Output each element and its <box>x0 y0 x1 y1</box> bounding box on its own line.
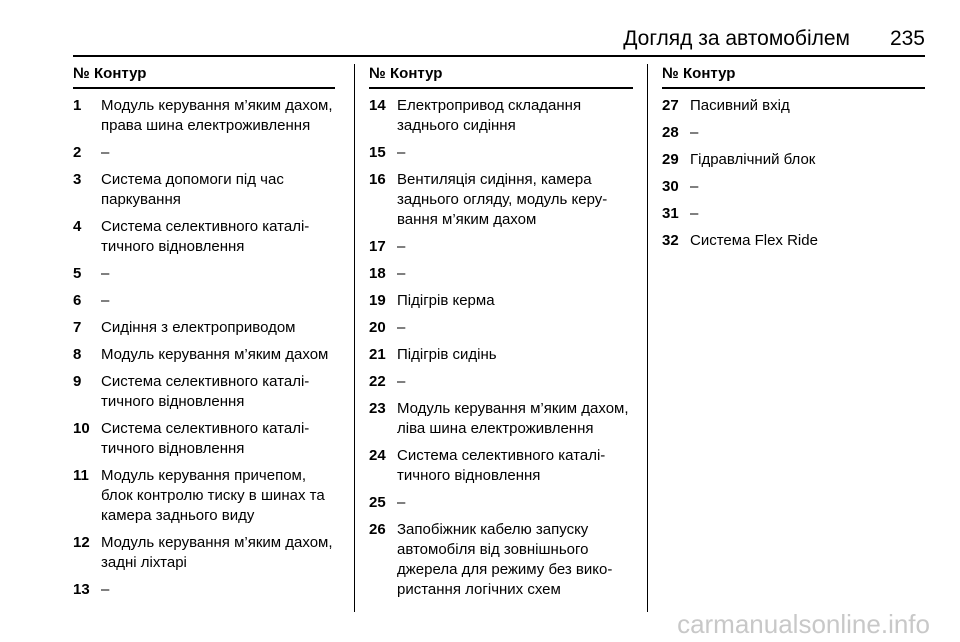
circuit-entry <box>662 123 925 143</box>
circuit-entry <box>73 143 335 163</box>
circuit-description: Підігрів сидінь <box>397 346 497 363</box>
circuit-entry <box>369 170 633 230</box>
circuit-description: Модуль керування м’яким дахом <box>101 346 329 363</box>
circuit-entry <box>73 345 335 365</box>
circuit-entry <box>369 520 633 600</box>
circuit-entry <box>369 264 633 284</box>
circuit-description: Електропривод складання заднього сидіння <box>397 97 582 134</box>
circuit-description: Запобіжник кабелю запуску автомобіля від зовнішнього джерела для режиму без використання логічних схем <box>397 521 613 598</box>
watermark[interactable]: carmanualsonline.info <box>677 609 930 639</box>
column-header <box>369 64 633 89</box>
circuit-entry <box>662 177 925 197</box>
circuit-number: 30 <box>662 178 679 195</box>
circuit-description: Пасивний вхід <box>690 97 790 114</box>
circuit-description: – <box>690 124 699 141</box>
page-header <box>0 0 960 58</box>
circuit-entry <box>73 318 335 338</box>
circuit-number: 12 <box>73 534 90 551</box>
column-header-number: № <box>662 65 679 82</box>
circuit-entry <box>73 533 335 573</box>
entry-list <box>369 96 633 600</box>
circuit-number: 1 <box>73 97 82 114</box>
circuit-description: Система селективного каталітичного відновлення <box>397 447 606 484</box>
circuit-number: 3 <box>73 171 82 188</box>
circuit-number: 25 <box>369 494 386 511</box>
page-number: 235 <box>889 27 925 50</box>
circuit-number: 7 <box>73 319 82 336</box>
circuit-number: 18 <box>369 265 386 282</box>
circuit-entry <box>369 493 633 513</box>
circuit-entry <box>662 231 925 251</box>
circuit-number: 8 <box>73 346 82 363</box>
circuit-description: Модуль керування м’яким дахом, задні ліхтарі <box>101 534 333 571</box>
circuit-description: Система селективного каталітичного відновлення <box>101 218 310 255</box>
circuit-description: Вентиляція сидіння, камера заднього огляду, модуль керування м’яким дахом <box>397 171 608 228</box>
circuit-entry <box>73 419 335 459</box>
circuit-description: – <box>397 319 406 336</box>
circuit-number: 28 <box>662 124 679 141</box>
circuit-description: Гідравлічний блок <box>690 151 816 168</box>
circuit-entry <box>73 264 335 284</box>
circuit-description: Система допомоги під час паркування <box>101 171 284 208</box>
circuit-entry <box>73 217 335 257</box>
header-rule <box>73 55 925 57</box>
circuit-number: 20 <box>369 319 386 336</box>
circuit-description: – <box>397 238 406 255</box>
circuit-description: – <box>101 292 110 309</box>
circuit-description: Модуль керування м’яким дахом, ліва шина електроживлення <box>397 400 629 437</box>
column-header <box>73 64 335 89</box>
entry-list <box>73 96 335 600</box>
circuit-description: – <box>397 373 406 390</box>
circuit-description: Система селективного каталітичного відновлення <box>101 420 310 457</box>
circuit-number: 13 <box>73 581 90 598</box>
circuit-description: – <box>101 581 110 598</box>
circuit-entry <box>662 150 925 170</box>
circuit-number: 27 <box>662 97 679 114</box>
circuit-description: Сидіння з електроприводом <box>101 319 296 336</box>
circuit-description: Система селективного каталітичного відновлення <box>101 373 310 410</box>
circuit-entry <box>73 291 335 311</box>
circuit-entry <box>73 372 335 412</box>
column-2 <box>369 64 633 607</box>
circuit-entry <box>73 96 335 136</box>
circuit-description: Підігрів керма <box>397 292 495 309</box>
circuit-number: 14 <box>369 97 386 114</box>
circuit-number: 29 <box>662 151 679 168</box>
page-title: Догляд за автомобілем <box>623 27 850 50</box>
circuit-number: 19 <box>369 292 386 309</box>
circuit-number: 10 <box>73 420 90 437</box>
circuit-entry <box>662 96 925 116</box>
column-header-number: № <box>73 65 90 82</box>
circuit-number: 26 <box>369 521 386 538</box>
column-header <box>662 64 925 89</box>
circuit-number: 31 <box>662 205 679 222</box>
column-3 <box>662 64 925 258</box>
column-divider <box>354 64 355 612</box>
circuit-number: 22 <box>369 373 386 390</box>
circuit-number: 4 <box>73 218 82 235</box>
column-1 <box>73 64 335 607</box>
circuit-entry <box>369 372 633 392</box>
circuit-number: 5 <box>73 265 82 282</box>
circuit-entry <box>369 399 633 439</box>
circuit-number: 32 <box>662 232 679 249</box>
entry-list <box>662 96 925 251</box>
circuit-description: – <box>101 265 110 282</box>
circuit-description: Модуль керування причепом, блок контролю тиску в шинах та камера заднього виду <box>101 467 325 524</box>
circuit-number: 11 <box>73 467 89 484</box>
circuit-description: – <box>397 144 406 161</box>
circuit-number: 15 <box>369 144 386 161</box>
column-header-label: Контур <box>390 65 443 82</box>
circuit-entry <box>369 345 633 365</box>
circuit-number: 17 <box>369 238 386 255</box>
circuit-description: – <box>690 178 699 195</box>
circuit-number: 9 <box>73 373 82 390</box>
circuit-entry <box>369 318 633 338</box>
column-header-label: Контур <box>683 65 736 82</box>
circuit-description: – <box>690 205 699 222</box>
column-divider <box>647 64 648 612</box>
circuit-entry <box>369 237 633 257</box>
circuit-description: – <box>397 494 406 511</box>
circuit-entry <box>662 204 925 224</box>
circuit-entry <box>73 580 335 600</box>
circuit-description: Система Flex Ride <box>690 232 818 249</box>
circuit-number: 23 <box>369 400 386 417</box>
circuit-entry <box>369 96 633 136</box>
circuit-description: – <box>101 144 110 161</box>
circuit-number: 21 <box>369 346 386 363</box>
column-header-number: № <box>369 65 386 82</box>
circuit-entry <box>369 291 633 311</box>
circuit-number: 2 <box>73 144 82 161</box>
circuit-entry <box>369 446 633 486</box>
circuit-number: 16 <box>369 171 386 188</box>
circuit-number: 6 <box>73 292 82 309</box>
circuit-description: – <box>397 265 406 282</box>
circuit-entry <box>73 466 335 526</box>
column-header-label: Контур <box>94 65 147 82</box>
circuit-number: 24 <box>369 447 386 464</box>
circuit-description: Модуль керування м’яким дахом, права шина електроживлення <box>101 97 333 134</box>
circuit-entry <box>369 143 633 163</box>
circuit-entry <box>73 170 335 210</box>
